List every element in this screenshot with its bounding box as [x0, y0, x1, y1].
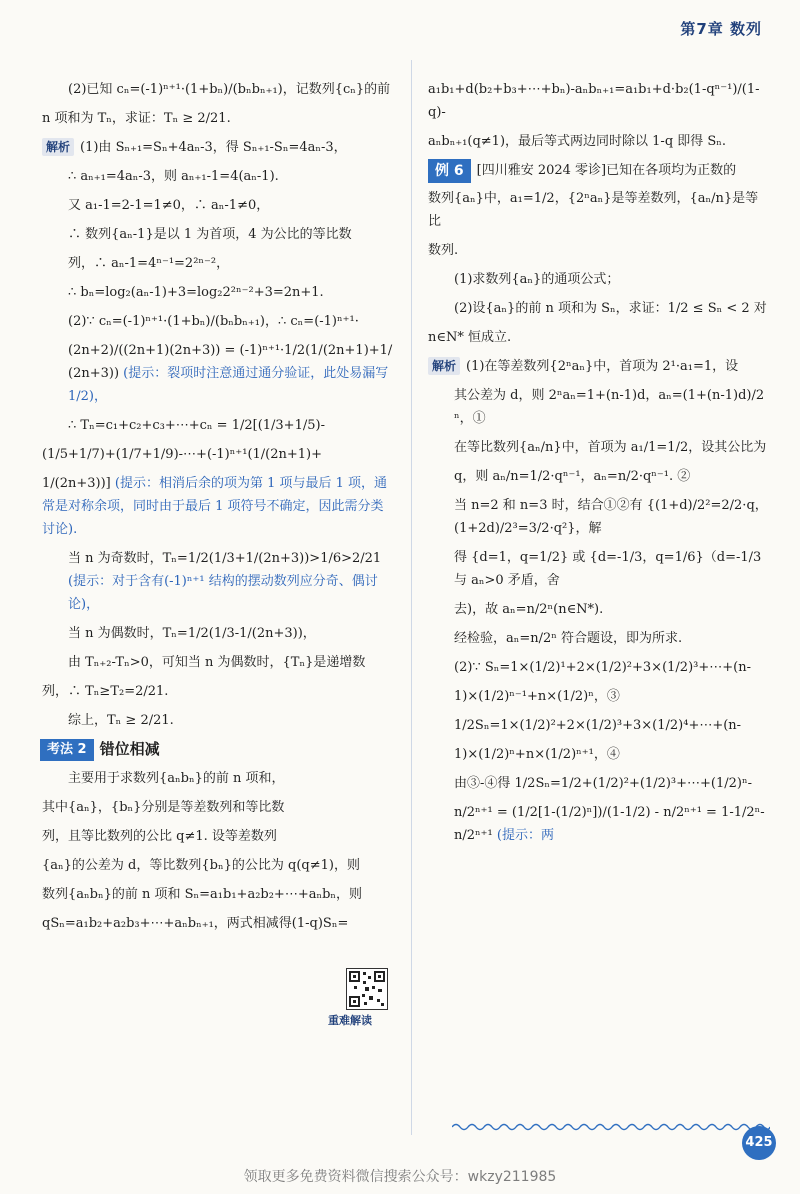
problem-part1: (1)求数列{aₙ}的通项公式； [454, 272, 620, 287]
hint-text: (提示：对于含有(-1)ⁿ⁺¹ 结构的摆动数列应分奇、偶讨论)， [68, 574, 378, 612]
method-text: 其中{aₙ}，{bₙ}分别是等差数列和等比数 [42, 800, 285, 815]
solution-line: 列，∴ Tₙ≥T₂=2/21. [42, 684, 169, 699]
solution-line: 解析 (1)在等差数列{2ⁿaₙ}中，首项为 2¹·a₁=1，设 [428, 355, 768, 378]
qr-label: 重难解读 [328, 1014, 372, 1027]
solution-line: 经检验，aₙ=n/2ⁿ 符合题设，即为所求. [454, 631, 683, 646]
solution-line: n/2ⁿ⁺¹ = (1/2[1-(1/2)ⁿ])/(1-1/2) - n/2ⁿ⁺¹ = 1-1/2ⁿ-n/2ⁿ⁺¹ (提示：两 [454, 805, 765, 843]
solution-line: 列，∴ aₙ-1=4ⁿ⁻¹=2²ⁿ⁻²， [68, 256, 230, 271]
method-text: 列，且等比数列的公比 q≠1. 设等差数列 [42, 829, 277, 844]
page-number: 425 [742, 1126, 776, 1160]
chapter-header: 第7章 数列 [680, 20, 762, 38]
solution-line: 又 a₁-1=2-1=1≠0，∴ aₙ-1≠0， [68, 198, 270, 213]
right-column [428, 78, 768, 853]
hint-text: (提示：裂项时注意通过通分验证，此处易漏写1/2)， [68, 366, 389, 404]
solution-line: 在等比数列{aₙ/n}中，首项为 a₁/1=1/2，设其公比为 [454, 440, 767, 455]
solution-line: 1/(2n+3))] (提示：相消后余的项为第 1 项与最后 1 项，通常是对称余项，同时由于最后 1 项符号不确定，因此需分类讨论). [42, 476, 388, 537]
solution-line: 当 n=2 和 n=3 时，结合①②有 {(1+d)/2²=2/2·q，(1+2d)/2³=3/2·q²}，解 [454, 498, 768, 536]
solution-line: (2)∵ Sₙ=1×(1/2)¹+2×(1/2)²+3×(1/2)³+⋯+(n- [454, 660, 751, 675]
example-badge: 例 6 [428, 159, 471, 183]
problem-part2: (2)已知 cₙ=(-1)ⁿ⁺¹·(1+bₙ)/(bₙbₙ₊₁)，记数列{cₙ}的前 [68, 82, 391, 97]
solution-line: 由③-④得 1/2Sₙ=1/2+(1/2)²+(1/2)³+⋯+(1/2)ⁿ- [454, 776, 752, 791]
solution-line: ∴ Tₙ=c₁+c₂+c₃+⋯+cₙ = 1/2[(1/3+1/5)- [68, 418, 325, 433]
solution-line: 1/2Sₙ=1×(1/2)²+2×(1/2)³+3×(1/2)⁴+⋯+(n- [454, 718, 742, 733]
solution-line: 1)×(1/2)ⁿ+n×(1/2)ⁿ⁺¹，④ [454, 747, 620, 762]
footer-watermark: 领取更多免费资料微信搜索公众号：wkzy211985 [243, 1169, 557, 1185]
solution-line: 由 Tₙ₊₂-Tₙ>0，可知当 n 为偶数时，{Tₙ}是递增数 [68, 655, 366, 670]
solution-line: (2)∵ cₙ=(-1)ⁿ⁺¹·(1+bₙ)/(bₙbₙ₊₁)，∴ cₙ=(-1)ⁿ⁺¹· [68, 314, 359, 329]
solution-line: 解析 (1)由 Sₙ₊₁=Sₙ+4aₙ-3，得 Sₙ₊₁-Sₙ=4aₙ-3， [42, 136, 396, 159]
solution-line: (1/5+1/7)+(1/7+1/9)-⋯+(-1)ⁿ⁺¹(1/(2n+1)+ [42, 447, 323, 462]
method-heading [40, 738, 396, 761]
solution-conclusion: 综上，Tₙ ≥ 2/21. [68, 713, 174, 728]
method-title: 错位相减 [99, 740, 160, 758]
hint-text: (提示：相消后余的项为第 1 项与最后 1 项，通常是对称余项，同时由于最后 1 项符号不确定，因此需分类讨论). [42, 476, 388, 537]
example-source: [四川雅安 2024 零诊]已知在各项均为正数的 [476, 163, 737, 178]
method-text: 数列{aₙbₙ}的前 n 项和 Sₙ=a₁b₁+a₂b₂+⋯+aₙbₙ，则 [42, 887, 363, 902]
solution-line: (2n+2)/((2n+1)(2n+3)) = (-1)ⁿ⁺¹·1/2(1/(2n+1)+1/(2n+3)) (提示：裂项时注意通过通分验证，此处易漏写1/2)， [68, 343, 393, 404]
column-divider [411, 60, 412, 1135]
left-column [42, 78, 396, 941]
example-heading [428, 159, 768, 183]
analysis-tag: 解析 [428, 357, 460, 375]
method-text: 主要用于求数列{aₙbₙ}的前 n 项和， [68, 771, 285, 786]
solution-line: 得 {d=1，q=1/2} 或 {d=-1/3，q=1/6}（d=-1/3 与 aₙ>0 矛盾，舍 [454, 550, 762, 588]
solution-line: 其公差为 d，则 2ⁿaₙ=1+(n-1)d，aₙ=(1+(n-1)d)/2ⁿ，① [454, 388, 765, 426]
qr-code-icon[interactable] [346, 968, 388, 1010]
solution-line: 当 n 为偶数时，Tₙ=1/2(1/3-1/(2n+3))， [68, 626, 316, 641]
solution-line: ∴ 数列{aₙ-1}是以 1 为首项，4 为公比的等比数 [68, 227, 352, 242]
solution-line: ∴ bₙ=log₂(aₙ-1)+3=log₂2²ⁿ⁻²+3=2n+1. [68, 285, 324, 300]
method-badge: 考法 2 [40, 739, 94, 761]
derivation-line: aₙbₙ₊₁(q≠1)，最后等式两边同时除以 1-q 即得 Sₙ. [428, 134, 727, 149]
derivation-line: a₁b₁+d(b₂+b₃+⋯+bₙ)-aₙbₙ₊₁=a₁b₁+d·b₂(1-qⁿ⁻¹)/(1-q)- [428, 82, 760, 120]
problem-part2-cont: n∈N* 恒成立. [428, 330, 512, 345]
solution-line: ∴ aₙ₊₁=4aₙ-3，则 aₙ₊₁-1=4(aₙ-1). [68, 169, 279, 184]
hint-text: (提示：两 [496, 828, 554, 843]
solution-line: q，则 aₙ/n=1/2·qⁿ⁻¹，aₙ=n/2·qⁿ⁻¹. ② [454, 469, 691, 484]
wave-divider [452, 1122, 770, 1132]
analysis-tag: 解析 [42, 138, 74, 156]
solution-line: 当 n 为奇数时，Tₙ=1/2(1/3+1/(2n+3))>1/6>2/21 (提示：对于含有(-1)ⁿ⁺¹ 结构的摆动数列应分奇、偶讨论)， [68, 551, 382, 612]
problem-part2: (2)设{aₙ}的前 n 项和为 Sₙ，求证：1/2 ≤ Sₙ < 2 对 [454, 301, 767, 316]
problem-part2-cont: n 项和为 Tₙ，求证：Tₙ ≥ 2/21. [42, 111, 231, 126]
solution-line: 1)×(1/2)ⁿ⁻¹+n×(1/2)ⁿ，③ [454, 689, 620, 704]
problem-text: 数列. [428, 243, 459, 258]
problem-text: 数列{aₙ}中，a₁=1/2，{2ⁿaₙ}是等差数列，{aₙ/n}是等比 [428, 191, 759, 229]
method-text: {aₙ}的公差为 d，等比数列{bₙ}的公比为 q(q≠1)，则 [42, 858, 360, 873]
method-text: qSₙ=a₁b₂+a₂b₃+⋯+aₙbₙ₊₁，两式相减得(1-q)Sₙ= [42, 916, 349, 931]
solution-line: 去)，故 aₙ=n/2ⁿ(n∈N*). [454, 602, 604, 617]
